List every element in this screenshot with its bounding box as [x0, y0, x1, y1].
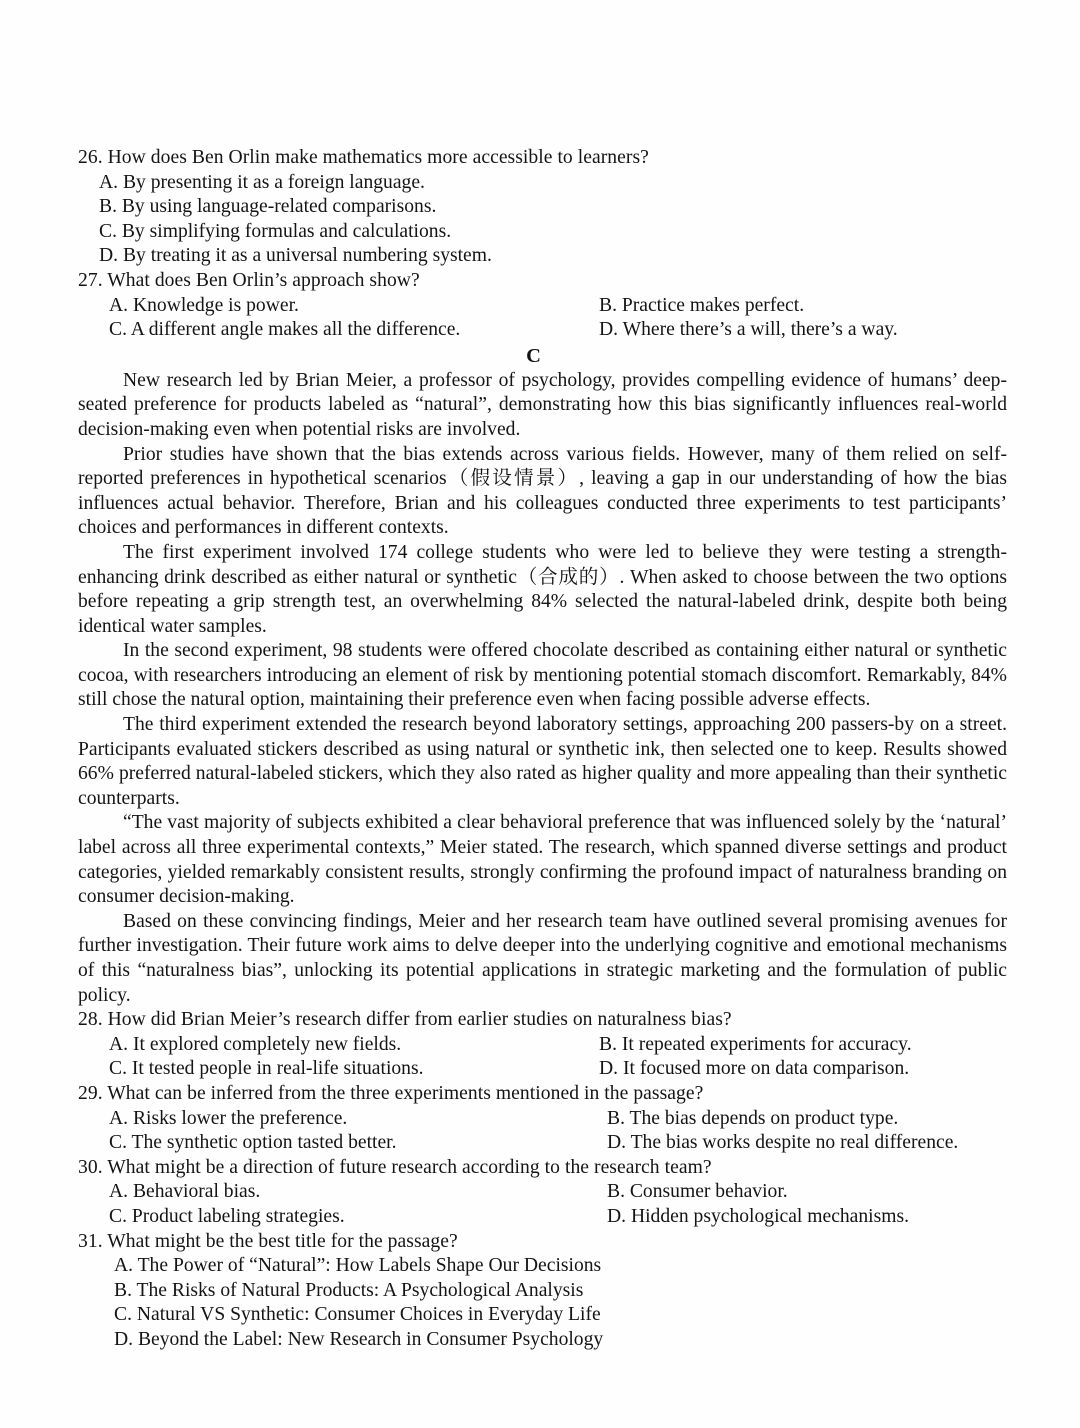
page-content	[78, 146, 1007, 1353]
question-28-options-row-1	[78, 1033, 1007, 1058]
passage-paragraph-2: Prior studies have shown that the bias extends across various fields. However, many of them relied on self-reported preferences in hypothetical scenarios（假设情景）, leaving a gap in our understanding of how the bias influences actual behavior. Therefore, Brian and his colleagues conducted three experiments to test participants’ choices and performances in different contexts.	[78, 443, 1007, 539]
question-29-option-c[interactable]: C. The synthetic option tasted better.	[109, 1132, 397, 1154]
question-31-option-d[interactable]: D. Beyond the Label: New Research in Consumer Psychology	[114, 1328, 604, 1350]
passage-paragraph-6: “The vast majority of subjects exhibited a clear behavioral preference that was influenced solely by the ‘natural’ label across all three experimental contexts,” Meier stated. The research, which spanned diverse settings and product categories, yielded remarkably consistent results, strongly confirming the profound impact of naturalness branding on consumer decision-making.	[78, 812, 1007, 908]
question-31-option-a[interactable]: A. The Power of “Natural”: How Labels Shape Our Decisions	[114, 1255, 602, 1277]
question-30-stem: 30. What might be a direction of future research according to the research team?	[78, 1156, 712, 1178]
question-30-option-c[interactable]: C. Product labeling strategies.	[109, 1205, 345, 1227]
question-28-stem: 28. How did Brian Meier’s research differ from earlier studies on naturalness bias?	[78, 1009, 732, 1031]
question-30-options-row-2	[78, 1205, 1007, 1230]
question-26-option-c[interactable]: C. By simplifying formulas and calculations.	[99, 220, 452, 242]
question-30-option-d[interactable]: D. Hidden psychological mechanisms.	[607, 1205, 910, 1227]
question-30-option-a[interactable]: A. Behavioral bias.	[109, 1181, 261, 1203]
question-30-options-row-1	[78, 1180, 1007, 1205]
question-29-option-d[interactable]: D. The bias works despite no real difference.	[607, 1132, 959, 1154]
question-28-option-a[interactable]: A. It explored completely new fields.	[109, 1033, 402, 1055]
passage-paragraph-1: New research led by Brian Meier, a professor of psychology, provides compelling evidence of humans’ deep-seated preference for products labeled as “natural”, demonstrating how this bias significantly influences real-world decision-making even when potential risks are involved.	[78, 369, 1007, 440]
question-29-options-row-1	[78, 1107, 1007, 1132]
passage-paragraph-7: Based on these convincing findings, Meier and her research team have outlined several promising avenues for further investigation. Their future work aims to delve deeper into the underlying cognitive and emotional mechanisms of this “naturalness bias”, unlocking its potential applications in strategic marketing and the formulation of public policy.	[78, 910, 1007, 1006]
question-26-option-b[interactable]: B. By using language-related comparisons.	[99, 196, 437, 218]
question-27-option-b[interactable]: B. Practice makes perfect.	[599, 294, 805, 316]
question-30-option-b[interactable]: B. Consumer behavior.	[607, 1181, 788, 1203]
question-26-stem: 26. How does Ben Orlin make mathematics more accessible to learners?	[78, 147, 649, 168]
question-28-options-row-2	[78, 1057, 1007, 1082]
question-31-option-c[interactable]: C. Natural VS Synthetic: Consumer Choices in Everyday Life	[114, 1304, 601, 1326]
question-27-option-d[interactable]: D. Where there’s a will, there’s a way.	[599, 319, 898, 341]
question-27-stem: 27. What does Ben Orlin’s approach show?	[78, 269, 420, 291]
question-27-option-a[interactable]: A. Knowledge is power.	[109, 294, 299, 316]
question-28-option-c[interactable]: C. It tested people in real-life situations.	[109, 1058, 424, 1080]
question-29-options-row-2	[78, 1131, 1007, 1156]
question-26-option-d[interactable]: D. By treating it as a universal numbering system.	[99, 245, 492, 267]
question-28-option-b[interactable]: B. It repeated experiments for accuracy.	[599, 1033, 912, 1055]
question-29-stem: 29. What can be inferred from the three experiments mentioned in the passage?	[78, 1082, 704, 1104]
question-27-option-c[interactable]: C. A different angle makes all the difference.	[109, 319, 461, 341]
passage-paragraph-4: In the second experiment, 98 students were offered chocolate described as containing either natural or synthetic cocoa, with researchers introducing an element of risk by mentioning potential stomach discomfort. Remarkably, 84% still chose the natural option, maintaining their preference even when facing possible adverse effects.	[78, 640, 1007, 711]
passage-paragraph-5: The third experiment extended the research beyond laboratory settings, approaching 200 passers-by on a street. Participants evaluated stickers described as using natural or synthetic ink, then selected one to keep. Results showed 66% preferred natural-labeled stickers, which they also rated as higher quality and more appealing than their synthetic counterparts.	[78, 714, 1007, 809]
question-26-option-a[interactable]: A. By presenting it as a foreign language.	[99, 171, 425, 193]
question-27-options-row-1	[78, 294, 1007, 319]
section-letter: C	[526, 344, 541, 367]
question-29-option-b[interactable]: B. The bias depends on product type.	[607, 1107, 899, 1129]
question-28-option-d[interactable]: D. It focused more on data comparison.	[599, 1058, 910, 1080]
question-31-option-b[interactable]: B. The Risks of Natural Products: A Psychological Analysis	[114, 1279, 584, 1301]
passage-paragraph-3: The first experiment involved 174 college students who were led to believe they were testing a strength-enhancing drink described as either natural or synthetic（合成的）. When asked to choose between the two options before repeating a grip strength test, an overwhelming 84% selected the natural-labeled drink, despite both being identical water samples.	[78, 541, 1007, 637]
question-27-options-row-2	[78, 318, 1007, 343]
question-31-stem: 31. What might be the best title for the passage?	[78, 1230, 458, 1252]
question-29-option-a[interactable]: A. Risks lower the preference.	[109, 1107, 348, 1129]
